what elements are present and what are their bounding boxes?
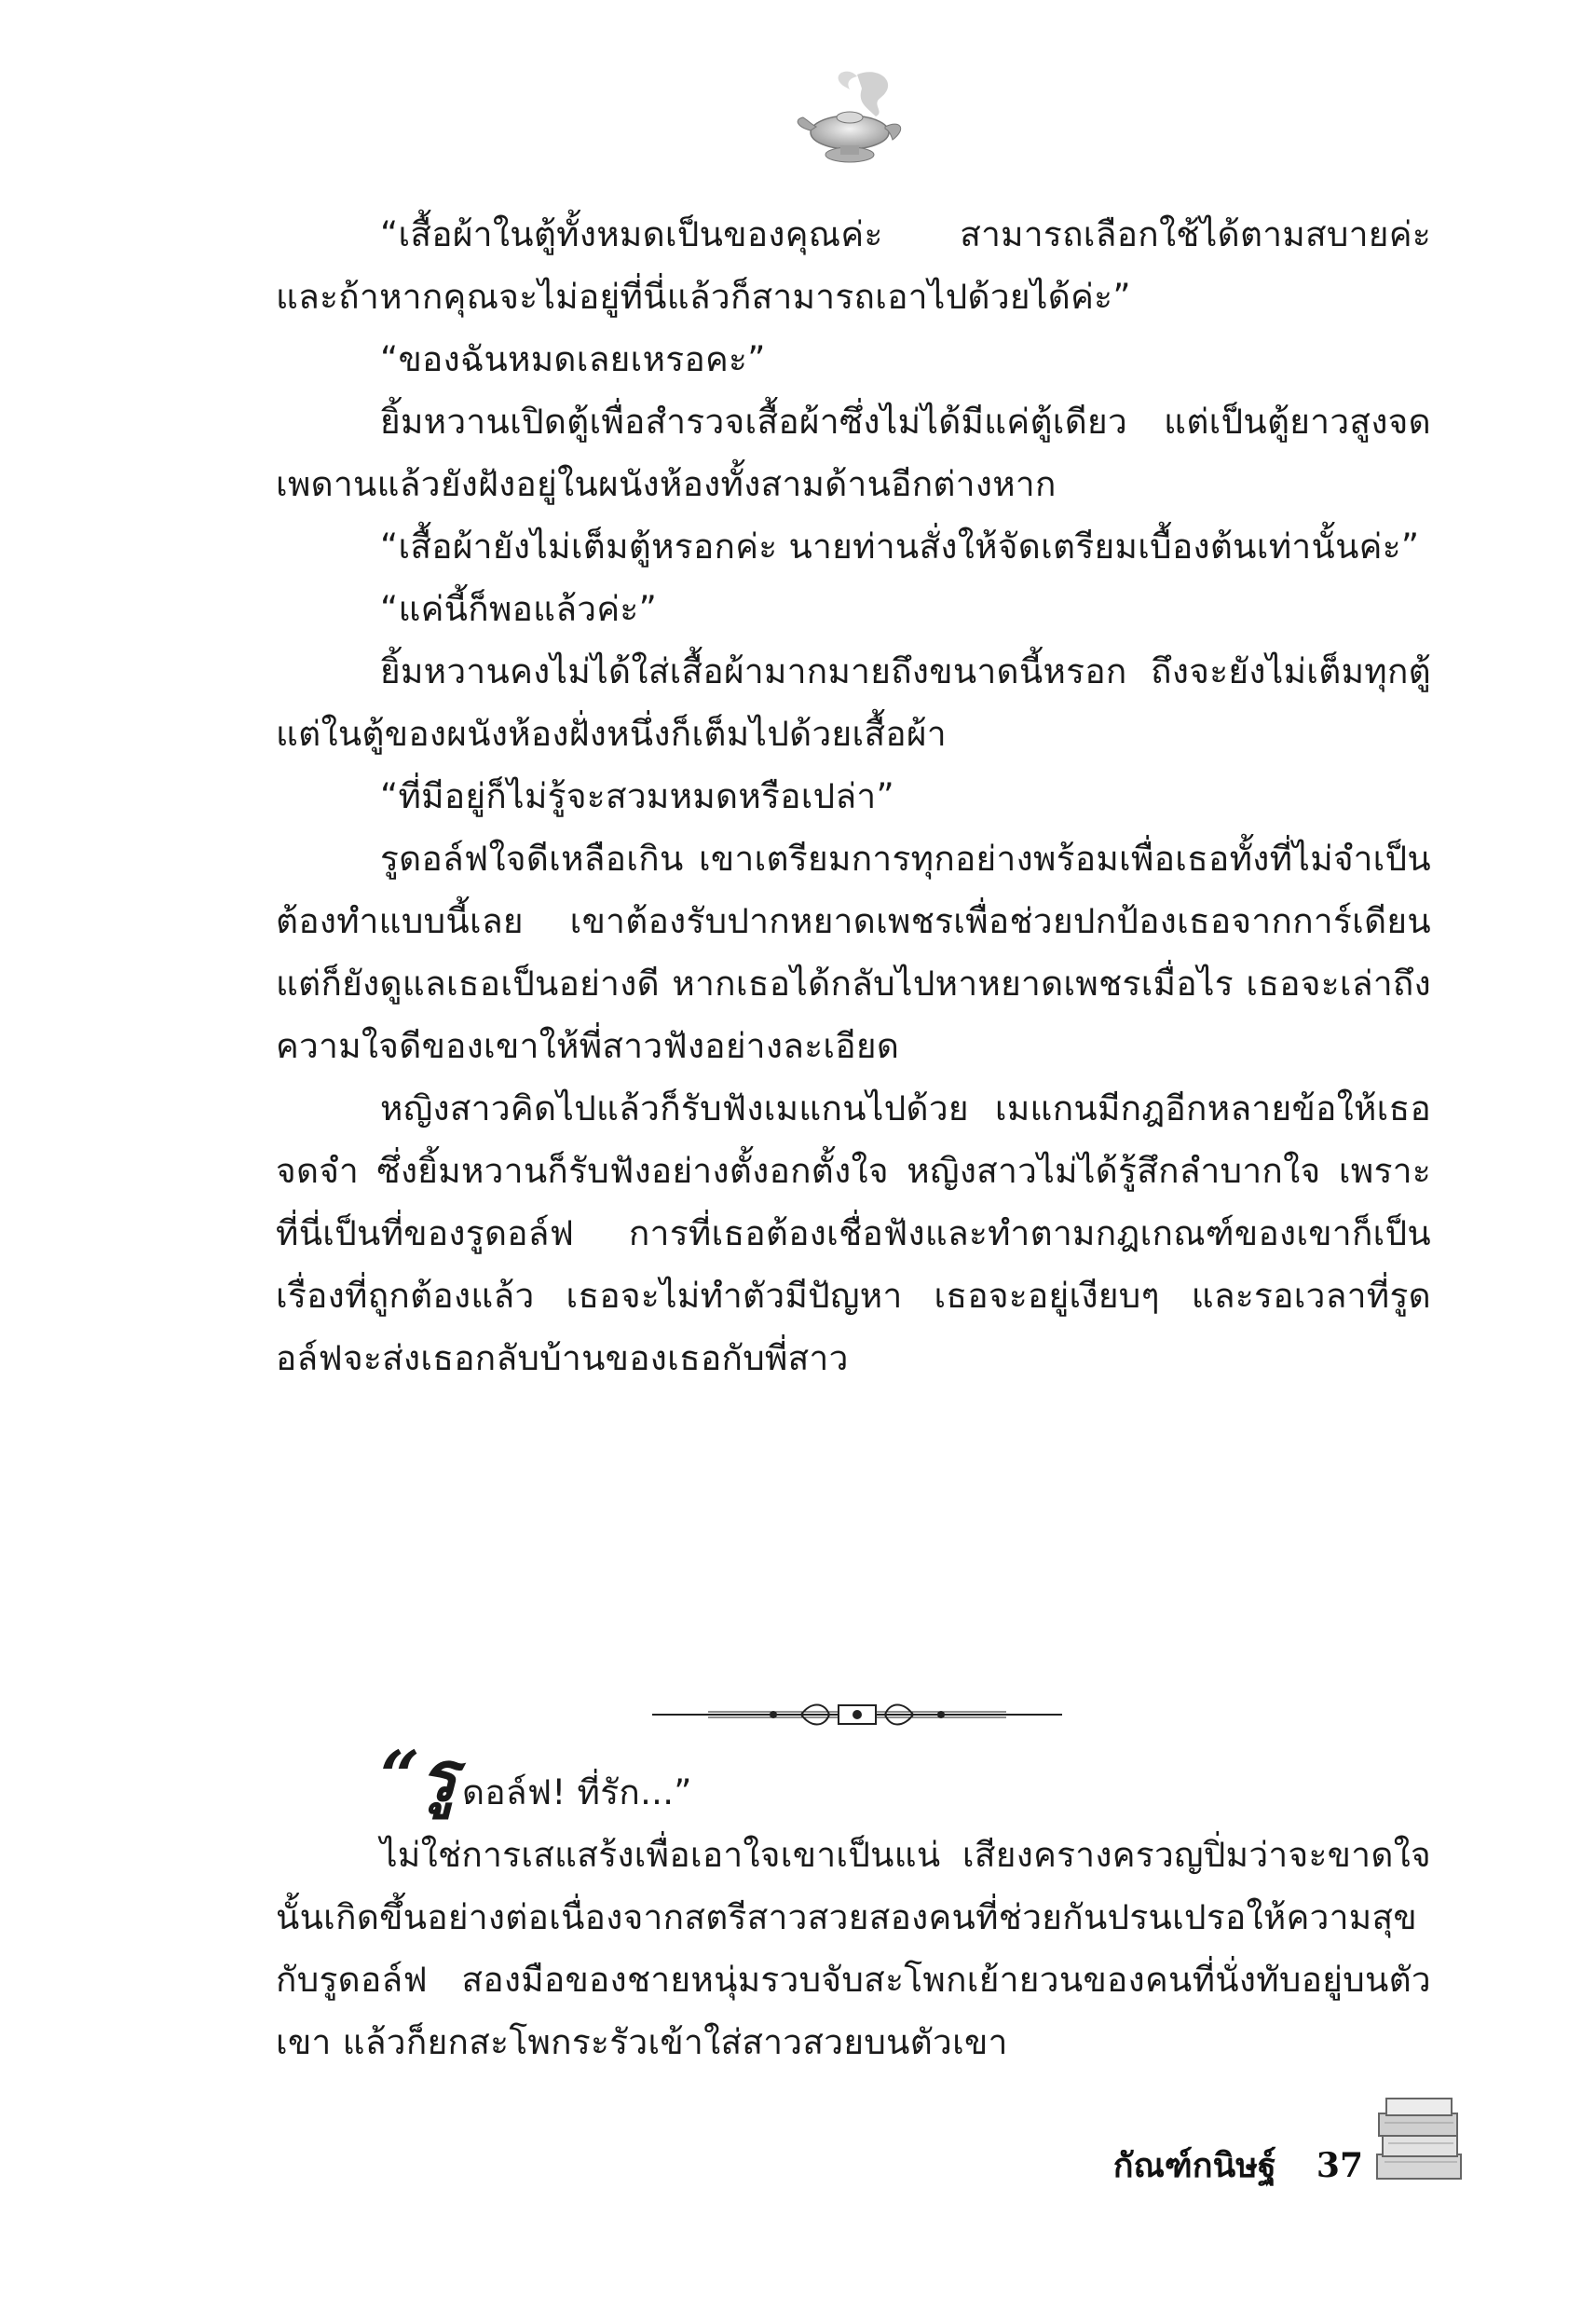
paragraph: “เสื้อผ้ายังไม่เต็มตู้หรอกค่ะ นายท่านสั่งให้จัดเตรียมเบื้องต้นเท่านั้นค่ะ” bbox=[380, 526, 1420, 567]
paragraph: “ที่มีอยู่ก็ไม่รู้จะสวมหมดหรือเปล่า” bbox=[380, 776, 894, 816]
ornament-divider bbox=[652, 1696, 1062, 1733]
paragraph: หญิงสาวคิดไปแล้วก็รับฟังเมแกนไปด้วย เมแกนมีกฎอีกหลายข้อให้เธอจดจำ ซึ่งยิ้มหวานก็รับฟังอย่างตั้งอกตั้งใจ หญิงสาวไม่ได้รู้สึกลำบากใจ เพราะที่นี่เป็นที่ของรูดอล์ฟ การที่เธอต้องเชื่อฟังและทำตามกฎเกณฑ์ของเขาก็เป็นเรื่องที่ถูกต้องแล้ว เธอจะไม่ทำตัวมีปัญหา เธอจะอยู่เงียบๆ และรอเวลาที่รูดอล์ฟจะส่งเธอกลับบ้านของเธอกับพี่สาว bbox=[276, 1088, 1431, 1378]
genie-lamp-icon bbox=[792, 65, 913, 168]
body-text-bottom bbox=[276, 1737, 1431, 2073]
page-footer bbox=[1113, 2139, 1363, 2192]
book-title: กัณฑ์กนิษฐ์ bbox=[1112, 2146, 1276, 2185]
paragraph: “ของฉันหมดเลยเหรอคะ” bbox=[380, 339, 766, 379]
book-stack-icon bbox=[1371, 2097, 1465, 2182]
body-text-top bbox=[276, 203, 1431, 1389]
dropcap-line bbox=[276, 1737, 1431, 1824]
dropcap-letter: “รู bbox=[380, 1737, 457, 1817]
paragraph: รูดอล์ฟใจดีเหลือเกิน เขาเตรียมการทุกอย่างพร้อมเพื่อเธอทั้งที่ไม่จำเป็นต้องทำแบบนี้เลย เขาต้องรับปากหยาดเพชรเพื่อช่วยปกป้องเธอจากการ์เดียน แต่ก็ยังดูแลเธอเป็นอย่างดี หากเธอได้กลับไปหาหยาดเพชรเมื่อไร เธอจะเล่าถึงความใจดีของเขาให้พี่สาวฟังอย่างละเอียด bbox=[276, 839, 1431, 1066]
dropcap-rest: ดอล์ฟ! ที่รัก...” bbox=[462, 1772, 692, 1812]
paragraph: “เสื้อผ้าในตู้ทั้งหมดเป็นของคุณค่ะ สามารถเลือกใช้ได้ตามสบายค่ะ และถ้าหากคุณจะไม่อยู่ที่นี่แล้วก็สามารถเอาไปด้วยได้ค่ะ” bbox=[276, 214, 1431, 317]
paragraph: ไม่ใช่การเสแสร้งเพื่อเอาใจเขาเป็นแน่ เสียงครางครวญปิ่มว่าจะขาดใจนั้นเกิดขึ้นอย่างต่อเนื่องจากสตรีสาวสวยสองคนที่ช่วยกันปรนเปรอให้ความสุขกับรูดอล์ฟ สองมือของชายหนุ่มรวบจับสะโพกเย้ายวนของคนที่นั่งทับอยู่บนตัวเขา แล้วก็ยกสะโพกระรัวเข้าใส่สาวสวยบนตัวเขา bbox=[276, 1835, 1431, 2062]
paragraph: ยิ้มหวานเปิดตู้เพื่อสำรวจเสื้อผ้าซึ่งไม่ได้มีแค่ตู้เดียว แต่เป็นตู้ยาวสูงจดเพดานแล้วยังฝังอยู่ในผนังห้องทั้งสามด้านอีกต่างหาก bbox=[276, 402, 1431, 504]
page-number: 37 bbox=[1316, 2146, 1363, 2185]
paragraph: “แค่นี้ก็พอแล้วค่ะ” bbox=[380, 589, 658, 629]
paragraph: ยิ้มหวานคงไม่ได้ใส่เสื้อผ้ามากมายถึงขนาดนี้หรอก ถึงจะยังไม่เต็มทุกตู้ แต่ในตู้ของผนังห้องฝั่งหนึ่งก็เต็มไปด้วยเสื้อผ้า bbox=[276, 651, 1431, 754]
